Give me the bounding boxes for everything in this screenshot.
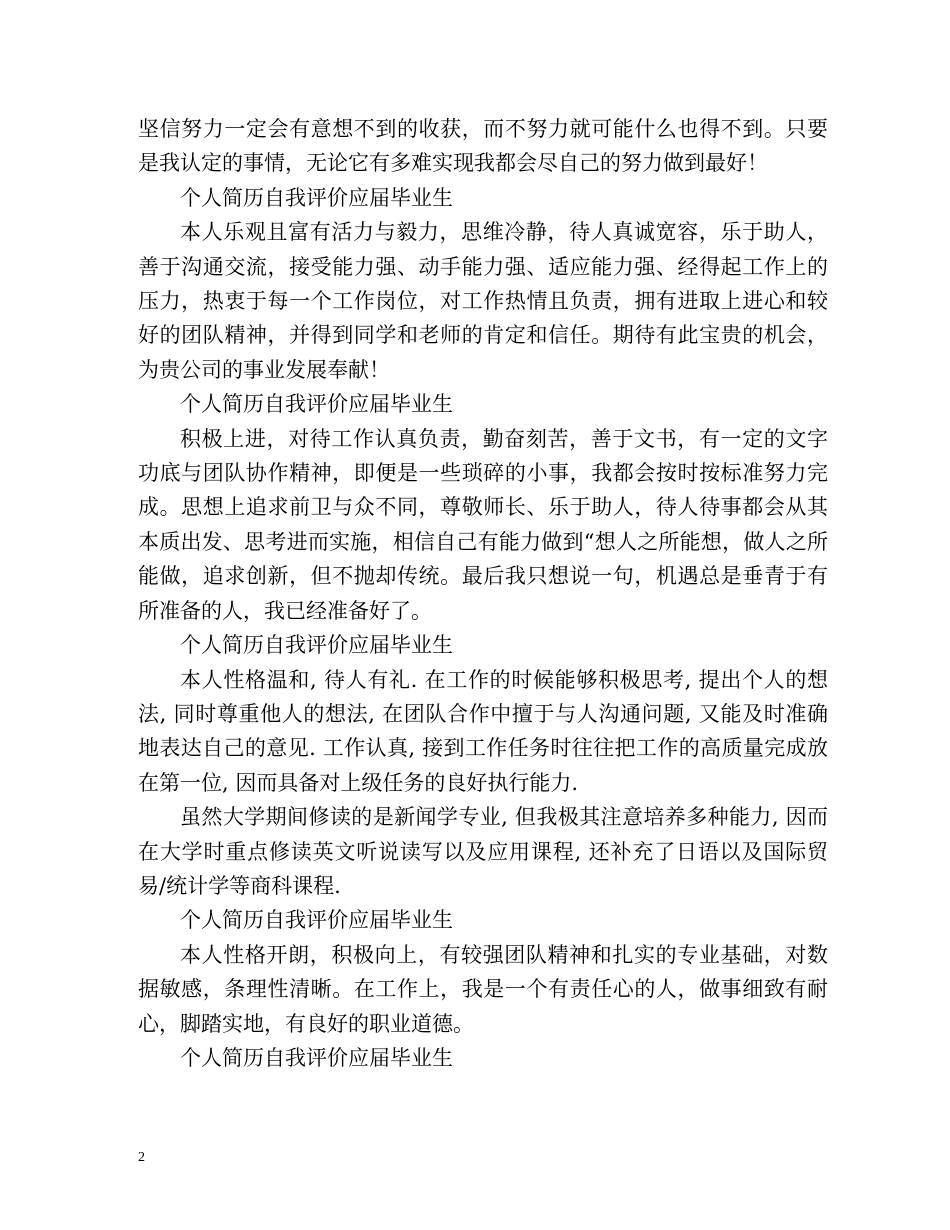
paragraph: 积极上进，对待工作认真负责，勤奋刻苦，善于文书，有一定的文字功底与团队协作精神，即便是一些琐碎的小事，我都会按时按标准努力完成。思想上追求前卫与众不同，尊敬师长、乐于助人，待人待事都会从其本质出发、思考进而实施，相信自己有能力做到“想人之所能想，做人之所能做，追求创新，但不抛却传统。最后我只想说一句，机遇总是垂青于有所准备的人，我已经准备好了。 [138, 426, 828, 623]
section-heading: 个人简历自我评价应届毕业生 [180, 392, 453, 417]
paragraph: 本人性格温和, 待人有礼. 在工作的时候能够积极思考, 提出个人的想法, 同时尊重他人的想法, 在团队合作中擅于与人沟通问题, 又能及时准确地表达自己的意见. 工作认真, 接到工作任务时往往把工作的高质量完成放在第一位, 因而具备对上级任务的良好执行能力. [138, 667, 828, 795]
section-heading: 个人简历自我评价应届毕业生 [180, 908, 453, 933]
paragraph: 本人乐观且富有活力与毅力，思维冷静，待人真诚宽容，乐于助人，善于沟通交流，接受能力强、动手能力强、适应能力强、经得起工作上的压力，热衷于每一个工作岗位，对工作热情且负责，拥有进取上进心和较好的团队精神，并得到同学和老师的肯定和信任。期待有此宝贵的机会，为贵公司的事业发展奉献！ [138, 220, 828, 382]
document-body [138, 112, 828, 1075]
section-heading: 个人简历自我评价应届毕业生 [180, 1045, 453, 1070]
paragraph: 虽然大学期间修读的是新闻学专业, 但我极其注意培养多种能力, 因而在大学时重点修读英文听说读写以及应用课程, 还补充了日语以及国际贸易/统计学等商科课程. [138, 805, 828, 898]
section-heading: 个人简历自我评价应届毕业生 [180, 185, 453, 210]
paragraph: 本人性格开朗，积极向上，有较强团队精神和扎实的专业基础，对数据敏感，条理性清晰。在工作上，我是一个有责任心的人，做事细致有耐心，脚踏实地，有良好的职业道德。 [138, 942, 828, 1036]
paragraph-continuation: 坚信努力一定会有意想不到的收获，而不努力就可能什么也得不到。只要是我认定的事情，无论它有多难实现我都会尽自己的努力做到最好！ [138, 117, 828, 176]
page-number: 2 [138, 1150, 145, 1165]
section-heading: 个人简历自我评价应届毕业生 [180, 633, 453, 658]
